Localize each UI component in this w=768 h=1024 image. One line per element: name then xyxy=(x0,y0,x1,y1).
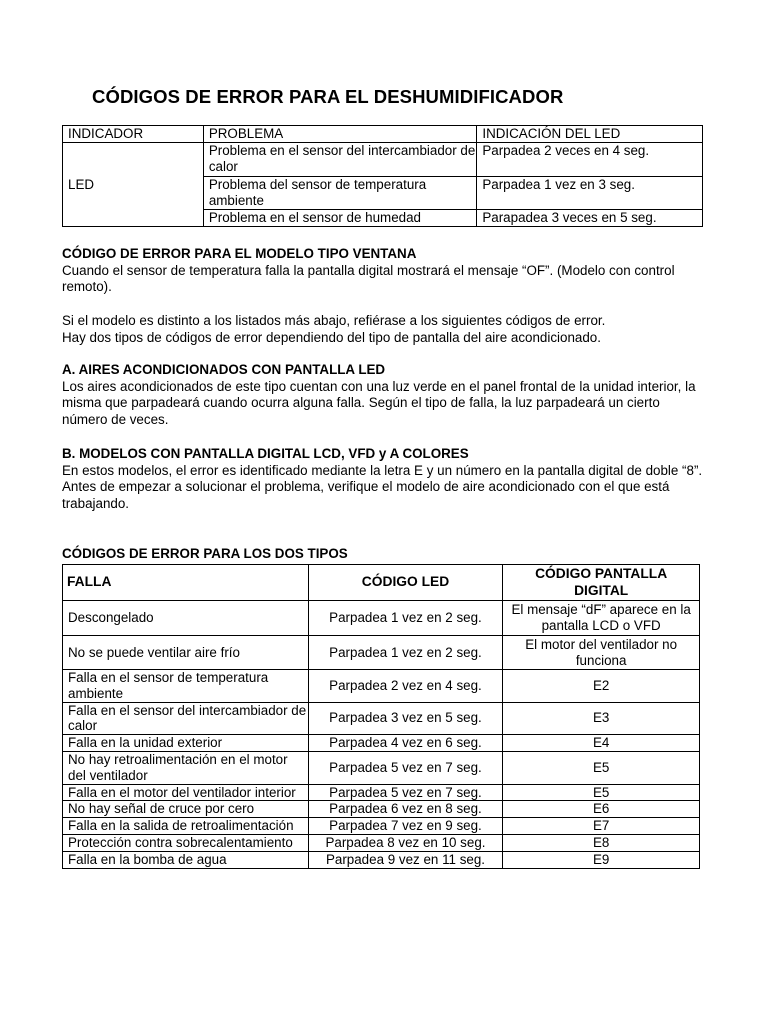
falla-cell: Falla en el sensor del intercambiador de calor xyxy=(63,702,309,735)
header-codigo-digital: CÓDIGO PANTALLA DIGITAL xyxy=(503,565,700,601)
falla-cell: Falla en el sensor de temperatura ambiente xyxy=(63,670,309,703)
table-header-row xyxy=(63,126,703,143)
table-row xyxy=(63,801,700,818)
header-indicacion-led: INDICACIÓN DEL LED xyxy=(477,126,703,143)
led-code-cell: Parpadea 6 vez en 8 seg. xyxy=(308,801,503,818)
falla-cell: Falla en la unidad exterior xyxy=(63,735,309,752)
led-code-cell: Parpadea 2 vez en 4 seg. xyxy=(308,670,503,703)
header-indicador: INDICADOR xyxy=(63,126,204,143)
indicator-led-cell: LED xyxy=(63,143,204,227)
table-row xyxy=(63,601,700,636)
problem-cell: Problema en el sensor del intercambiador de calor xyxy=(203,143,477,176)
led-code-cell: Parpadea 7 vez en 9 seg. xyxy=(308,818,503,835)
problem-cell: Problema en el sensor de humedad xyxy=(203,210,477,227)
section-b-heading: B. MODELOS CON PANTALLA DIGITAL LCD, VFD y A COLORES xyxy=(62,446,469,461)
section-a-heading: A. AIRES ACONDICIONADOS CON PANTALLA LED xyxy=(62,362,386,377)
digital-code-cell: E5 xyxy=(503,784,700,801)
window-model-text: Cuando el sensor de temperatura falla la pantalla digital mostrará el mensaje “OF”. (Modelo con control remoto). xyxy=(62,262,675,295)
led-cell: Parpadea 2 veces en 4 seg. xyxy=(477,143,703,176)
digital-code-cell: E3 xyxy=(503,702,700,735)
digital-code-cell: E7 xyxy=(503,818,700,835)
error-codes-table-title: CÓDIGOS DE ERROR PARA LOS DOS TIPOS xyxy=(62,546,348,561)
table-row xyxy=(63,818,700,835)
digital-code-cell: E6 xyxy=(503,801,700,818)
digital-code-cell: El motor del ventilador no funciona xyxy=(503,636,700,670)
section-b-text-1: En estos modelos, el error es identificado mediante la letra E y un número en la pantalla digital de doble “8”. xyxy=(62,462,703,478)
document-title: CÓDIGOS DE ERROR PARA EL DESHUMIDIFICADOR xyxy=(92,86,564,107)
intro-line-1: Si el modelo es distinto a los listados más abajo, refiérase a los siguientes códigos de error. xyxy=(62,313,606,328)
falla-cell: Falla en la bomba de agua xyxy=(63,851,309,868)
table-row xyxy=(63,702,700,735)
table-row xyxy=(63,751,700,784)
problem-cell: Problema del sensor de temperatura ambiente xyxy=(203,176,477,209)
falla-cell: No hay señal de cruce por cero xyxy=(63,801,309,818)
digital-code-cell: E9 xyxy=(503,851,700,868)
section-b-text-2: Antes de empezar a solucionar el problema, verifique el modelo de aire acondicionado con el que está trabajando. xyxy=(62,479,670,511)
digital-code-cell: E2 xyxy=(503,670,700,703)
led-code-cell: Parpadea 1 vez en 2 seg. xyxy=(308,601,503,636)
table-row xyxy=(63,784,700,801)
intro-section xyxy=(62,313,707,346)
led-code-cell: Parpadea 3 vez en 5 seg. xyxy=(308,702,503,735)
section-a-text: Los aires acondicionados de este tipo cuentan con una luz verde en el panel frontal de la unidad interior, la misma que parpadeará cuando ocurra alguna falla. Según el tipo de falla, la luz parpadeará un cierto número de veces. xyxy=(62,378,696,427)
intro-line-2: Hay dos tipos de códigos de error dependiendo del tipo de pantalla del aire acondicionado. xyxy=(62,329,601,345)
digital-code-cell: E8 xyxy=(503,834,700,851)
led-cell: Parapadea 3 veces en 5 seg. xyxy=(477,210,703,227)
section-a xyxy=(62,362,707,428)
section-b xyxy=(62,446,707,512)
falla-cell: Falla en la salida de retroalimentación xyxy=(63,818,309,835)
falla-cell: No se puede ventilar aire frío xyxy=(63,636,309,670)
falla-cell: Falla en el motor del ventilador interior xyxy=(63,784,309,801)
led-code-cell: Parpadea 4 vez en 6 seg. xyxy=(308,735,503,752)
falla-cell: No hay retroalimentación en el motor del ventilador xyxy=(63,751,309,784)
led-cell: Parpadea 1 vez en 3 seg. xyxy=(477,176,703,209)
falla-cell: Protección contra sobrecalentamiento xyxy=(63,834,309,851)
table-row xyxy=(63,851,700,868)
led-code-cell: Parpadea 5 vez en 7 seg. xyxy=(308,751,503,784)
table-row xyxy=(63,834,700,851)
led-code-cell: Parpadea 9 vez en 11 seg. xyxy=(308,851,503,868)
table-row xyxy=(63,670,700,703)
led-code-cell: Parpadea 5 vez en 7 seg. xyxy=(308,784,503,801)
header-codigo-led: CÓDIGO LED xyxy=(308,565,503,601)
led-code-cell: Parpadea 8 vez en 10 seg. xyxy=(308,834,503,851)
header-falla: FALLA xyxy=(63,565,309,601)
window-model-heading: CÓDIGO DE ERROR PARA EL MODELO TIPO VENTANA xyxy=(62,246,417,261)
header-problema: PROBLEMA xyxy=(203,126,477,143)
digital-code-cell: El mensaje “dF” aparece en la pantalla LCD o VFD xyxy=(503,601,700,636)
error-codes-table xyxy=(62,564,700,869)
table-header-row xyxy=(63,565,700,601)
led-code-cell: Parpadea 1 vez en 2 seg. xyxy=(308,636,503,670)
table-row xyxy=(63,636,700,670)
window-model-section xyxy=(62,246,707,296)
digital-code-cell: E4 xyxy=(503,735,700,752)
table-row xyxy=(63,143,703,176)
led-indicator-table xyxy=(62,125,703,227)
falla-cell: Descongelado xyxy=(63,601,309,636)
table-row xyxy=(63,735,700,752)
digital-code-cell: E5 xyxy=(503,751,700,784)
